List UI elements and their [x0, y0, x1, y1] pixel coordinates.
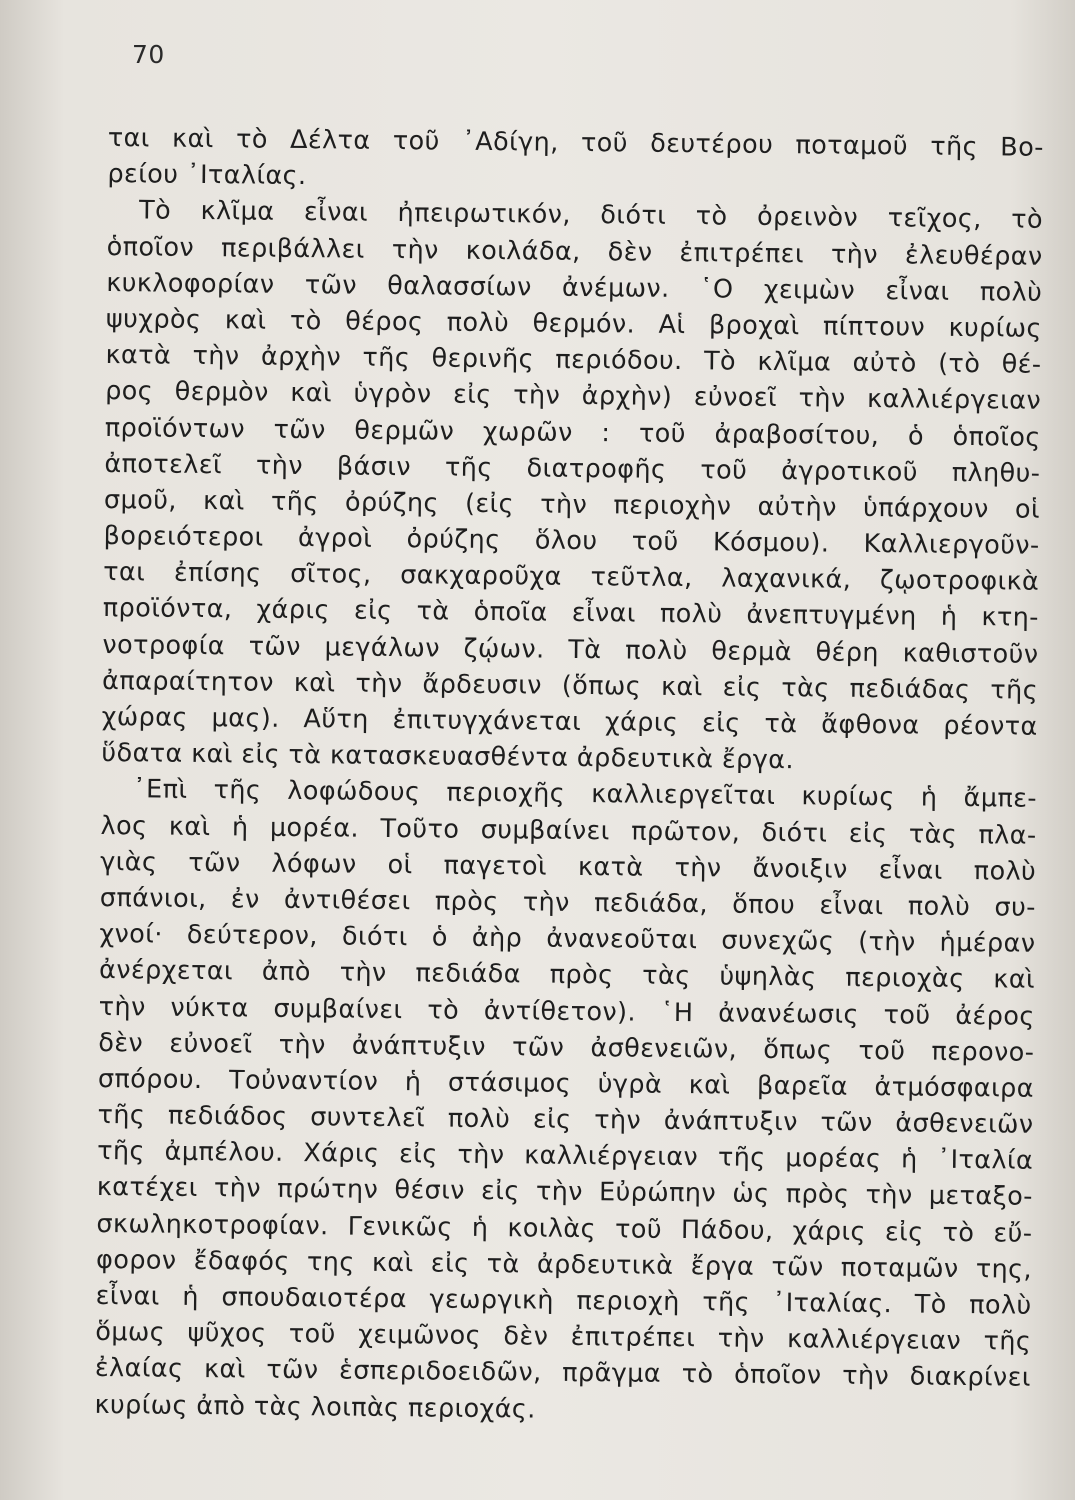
text-line: τῆς ἀμπέλου. Χάρις εἰς τὴν καλλιέργειαν τῆς μορέας ἡ ᾿Ιταλία [97, 1136, 1034, 1176]
text-line: κατέχει τὴν πρώτην θέσιν εἰς τὴν Εὐρώπην ὡς πρὸς τὴν μεταξο- [96, 1172, 1033, 1213]
text-line: κυρίως ἀπὸ τὰς λοιπὰς περιοχάς. [94, 1389, 536, 1425]
text-line: σμοῦ, καὶ τῆς ὀρύζης (εἰς τὴν περιοχὴν αὐτὴν ὑπάρχουν οἱ [103, 484, 1041, 525]
text-line: ὕδατα καὶ εἰς τὰ κατασκευασθέντα ἀρδευτικὰ ἔργα. [101, 738, 795, 776]
text-line: ψυχρὸς καὶ τὸ θέρος πολὺ θερμόν. Αἱ βροχαὶ πίπτουν κυρίως [105, 303, 1043, 344]
text-line: σκωληκοτροφίαν. Γενικῶς ἡ κοιλὰς τοῦ Πάδου, χάρις εἰς τὸ εὔ- [96, 1208, 1033, 1249]
text-line: προϊόντα, χάρις εἰς τὰ ὁποῖα εἶναι πολὺ ἀνεπτυγμένη ἡ κτη- [102, 593, 1039, 634]
text-line: κυκλοφορίαν τῶν θαλασσίων ἀνέμων. ῾Ο χειμὼν εἶναι πολὺ [106, 267, 1043, 308]
text-line: βορειότεροι ἀγροὶ ὀρύζης ὅλου τοῦ Κόσμου). Καλλιεργοῦν- [103, 521, 1040, 561]
text-line: ται καὶ τὸ Δέλτα τοῦ ᾿Αδίγη, τοῦ δευτέρου ποταμοῦ τῆς Βο- [107, 122, 1044, 163]
text-line: ὁποῖον περιβάλλει τὴν κοιλάδα, δὲν ἐπιτρέπει τὴν ἐλευθέραν [106, 231, 1043, 272]
text-line: τὴν νύκτα συμβαίνει τὸ ἀντίθετον). ῾Η ἀνανέωσις τοῦ ἀέρος [98, 991, 1035, 1032]
text-line: ται ἐπίσης σῖτος, σακχαροῦχα τεῦτλα, λαχανικά, ζῳοτροφικὰ [103, 557, 1040, 598]
text-line: ἀνέρχεται ἀπὸ τὴν πεδιάδα πρὸς τὰς ὑψηλὰς περιοχὰς καὶ [98, 955, 1036, 996]
text-line: σπόρου. Τοὐναντίον ἡ στάσιμος ὑγρὰ καὶ βαρεῖα ἀτμόσφαιρα [97, 1063, 1035, 1104]
text-line: κατὰ τὴν ἀρχὴν τῆς θερινῆς περιόδου. Τὸ κλῖμα αὐτὸ (τὸ θέ- [105, 340, 1042, 380]
text-line: φορον ἔδαφός της καὶ εἰς τὰ ἀρδευτικὰ ἔργα τῶν ποταμῶν της, [95, 1244, 1033, 1285]
text-line: Τὸ κλῖμα εἶναι ἠπειρωτικόν, διότι τὸ ὀρεινὸν τεῖχος, τὸ [138, 195, 1044, 236]
text-line: δὲν εὐνοεῖ τὴν ἀνάπτυξιν τῶν ἀσθενειῶν, ὅπως τοῦ περονο- [98, 1027, 1035, 1068]
text-line: ρείου ᾿Ιταλίας. [107, 159, 307, 192]
body-text [94, 120, 1044, 1432]
text-line: λος καὶ ἡ μορέα. Τοῦτο συμβαίνει πρῶτον, διότι εἰς τὰς πλα- [100, 810, 1037, 851]
text-line: σπάνιοι, ἐν ἀντιθέσει πρὸς τὴν πεδιάδα, ὅπου εἶναι πολὺ συ- [99, 882, 1036, 923]
page-number: 70 [132, 40, 165, 69]
text-line: ἀπαραίτητον καὶ τὴν ἄρδευσιν (ὅπως καὶ εἰς τὰς πεδιάδας τῆς [101, 665, 1039, 706]
text-line: χώρας μας). Αὕτη ἐπιτυγχάνεται χάρις εἰς τὰ ἄφθονα ρέοντα [101, 701, 1038, 742]
text-line: ὅμως ψῦχος τοῦ χειμῶνος δὲν ἐπιτρέπει τὴν καλλιέργειαν τῆς [95, 1317, 1032, 1357]
text-line: προϊόντων τῶν θερμῶν χωρῶν : τοῦ ἀραβοσίτου, ὁ ὁποῖος [104, 412, 1041, 453]
text-line: ᾿Επὶ τῆς λοφώδους περιοχῆς καλλιεργεῖται κυρίως ἡ ἄμπε- [132, 774, 1038, 815]
text-line: γιὰς τῶν λόφων οἱ παγετοὶ κατὰ τὴν ἄνοιξιν εἶναι πολὺ [100, 846, 1037, 887]
text-line: χνοί· δεύτερον, διότι ὁ ἀὴρ ἀνανεοῦται συνεχῶς (τὴν ἡμέραν [99, 919, 1036, 959]
text-line: ἀποτελεῖ τὴν βάσιν τῆς διατροφῆς τοῦ ἀγροτικοῦ πληθυ- [104, 448, 1041, 489]
text-line: νοτροφία τῶν μεγάλων ζῴων. Τὰ πολὺ θερμὰ θέρη καθιστοῦν [102, 629, 1039, 670]
text-line: τῆς πεδιάδος συντελεῖ πολὺ εἰς τὴν ἀνάπτυξιν τῶν ἀσθενειῶν [97, 1100, 1034, 1140]
text-line: εἶναι ἡ σπουδαιοτέρα γεωργικὴ περιοχὴ τῆς ᾿Ιταλίας. Τὸ πολὺ [95, 1280, 1032, 1321]
text-line: ρος θερμὸν καὶ ὑγρὸν εἰς τὴν ἀρχὴν) εὐνοεῖ τὴν καλλιέργειαν [105, 376, 1042, 417]
text-line: ἐλαίας καὶ τῶν ἑσπεριδοειδῶν, πρᾶγμα τὸ ὁποῖον τὴν διακρίνει [94, 1353, 1032, 1394]
